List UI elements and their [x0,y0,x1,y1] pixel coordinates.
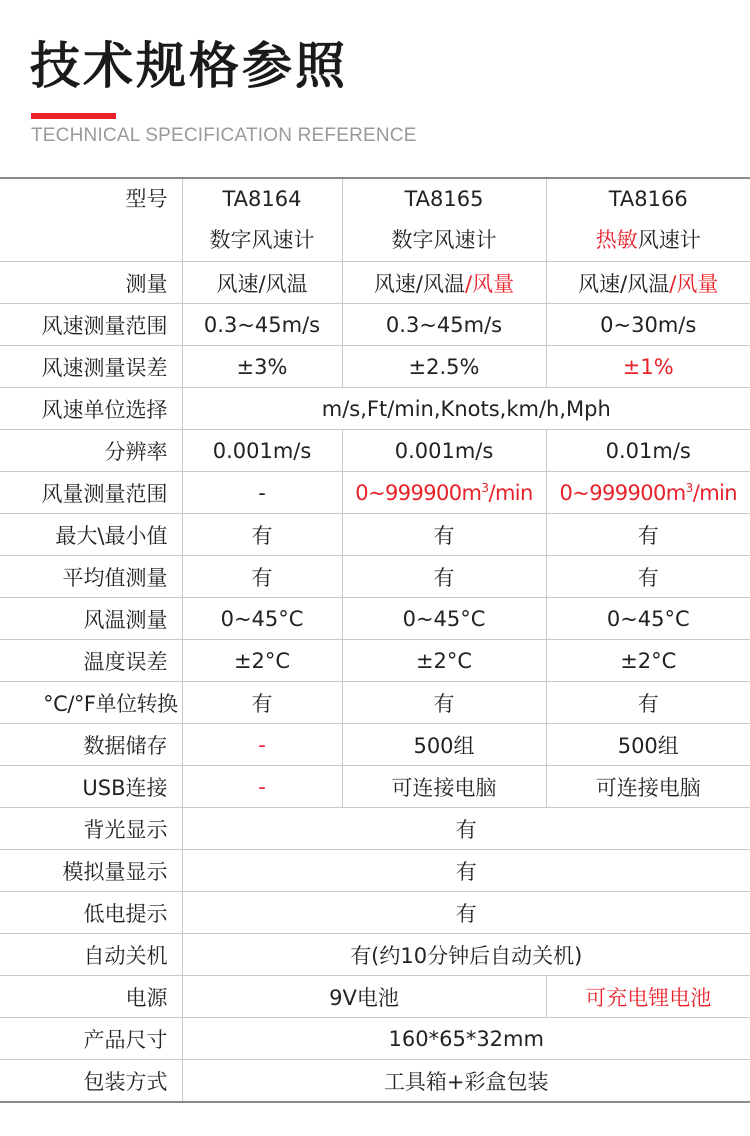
row-label: 电源 [0,976,182,1018]
table-row [0,766,750,808]
row-label: USB连接 [0,766,182,808]
table-row [0,640,750,682]
row-label: 风速单位选择 [0,388,182,430]
row-label: 型号 [0,178,182,262]
table-cell: ±3% [182,346,342,388]
table-row [0,388,750,430]
row-label: 风量测量范围 [0,472,182,514]
row-label: 最大\最小值 [0,514,182,556]
table-row [0,472,750,514]
table-cell: 0.001m/s [182,430,342,472]
table-cell: $0\sim 999900m^3/\min$ [342,472,546,514]
table-cell: 500组 [342,724,546,766]
table-row [0,1018,750,1060]
model-cell [342,178,546,262]
page-subtitle: TECHNICAL SPECIFICATION REFERENCE [31,125,417,146]
table-row [0,1060,750,1103]
table-row [0,304,750,346]
table-cell: 有 [546,682,750,724]
table-cell: 有 [342,556,546,598]
table-cell: 工具箱+彩盒包装 [182,1060,750,1103]
table-row [0,724,750,766]
table-cell: - [182,472,342,514]
table-cell: 有 [182,682,342,724]
table-cell: 有 [546,556,750,598]
table-cell: 有 [182,892,750,934]
row-label: 模拟量显示 [0,850,182,892]
table-row [0,682,750,724]
table-cell: 有 [342,514,546,556]
table-row [0,598,750,640]
table-cell: 风速/风温 [182,262,342,304]
table-cell: - [182,724,342,766]
table-row [0,892,750,934]
table-cell: 0~45°C [546,598,750,640]
spec-table [0,177,750,1103]
model-code: TA8164 [222,187,302,211]
table-row [0,850,750,892]
table-cell: - [182,766,342,808]
table-row [0,430,750,472]
table-cell: ±2.5% [342,346,546,388]
table-cell: 0.01m/s [546,430,750,472]
row-label: °C/°F单位转换 [0,682,182,724]
row-label: 数据储存 [0,724,182,766]
table-cell: 有 [182,850,750,892]
table-cell: 可连接电脑 [342,766,546,808]
table-cell: 160*65*32mm [182,1018,750,1060]
row-label: 低电提示 [0,892,182,934]
table-cell: 0~45°C [182,598,342,640]
table-cell: 有(约10分钟后自动关机) [182,934,750,976]
table-row [0,556,750,598]
table-cell: 0.3~45m/s [182,304,342,346]
table-cell: 0~45°C [342,598,546,640]
table-cell: 可充电锂电池 [546,976,750,1018]
table-row [0,976,750,1018]
model-cell [546,178,750,262]
row-label: 平均值测量 [0,556,182,598]
table-cell: 可连接电脑 [546,766,750,808]
title-accent-bar [31,113,116,119]
row-label: 风速测量范围 [0,304,182,346]
row-label: 温度误差 [0,640,182,682]
row-label: 产品尺寸 [0,1018,182,1060]
model-type: 数字风速计 [209,228,315,252]
table-cell: 0~30m/s [546,304,750,346]
model-type: 数字风速计 [391,228,497,252]
table-cell: 9V电池 [182,976,546,1018]
row-label: 测量 [0,262,182,304]
table-row [0,178,750,262]
table-row [0,514,750,556]
model-code: TA8165 [404,187,484,211]
table-row [0,808,750,850]
table-cell: 0.001m/s [342,430,546,472]
table-cell: $0\sim 999900m^3/\min$ [546,472,750,514]
table-cell: m/s,Ft/min,Knots,km/h,Mph [182,388,750,430]
row-label: 风速测量误差 [0,346,182,388]
table-cell: 风速/风温/风量 [546,262,750,304]
row-label: 风温测量 [0,598,182,640]
table-cell: ±2°C [182,640,342,682]
row-label: 背光显示 [0,808,182,850]
table-cell: 500组 [546,724,750,766]
page-title: 技术规格参照 [30,37,348,95]
row-label: 包装方式 [0,1060,182,1103]
row-label: 自动关机 [0,934,182,976]
table-cell: 有 [182,808,750,850]
table-row [0,346,750,388]
table-cell: 0.3~45m/s [342,304,546,346]
table-cell: ±2°C [546,640,750,682]
table-cell: 有 [182,514,342,556]
table-cell: 有 [546,514,750,556]
row-label: 分辨率 [0,430,182,472]
table-row [0,934,750,976]
table-cell: 风速/风温/风量 [342,262,546,304]
table-cell: 有 [182,556,342,598]
table-cell: ±1% [546,346,750,388]
model-cell [182,178,342,262]
table-cell: 有 [342,682,546,724]
model-code: TA8166 [608,187,688,211]
table-row [0,262,750,304]
table-cell: ±2°C [342,640,546,682]
model-type: 热敏风速计 [595,228,701,252]
